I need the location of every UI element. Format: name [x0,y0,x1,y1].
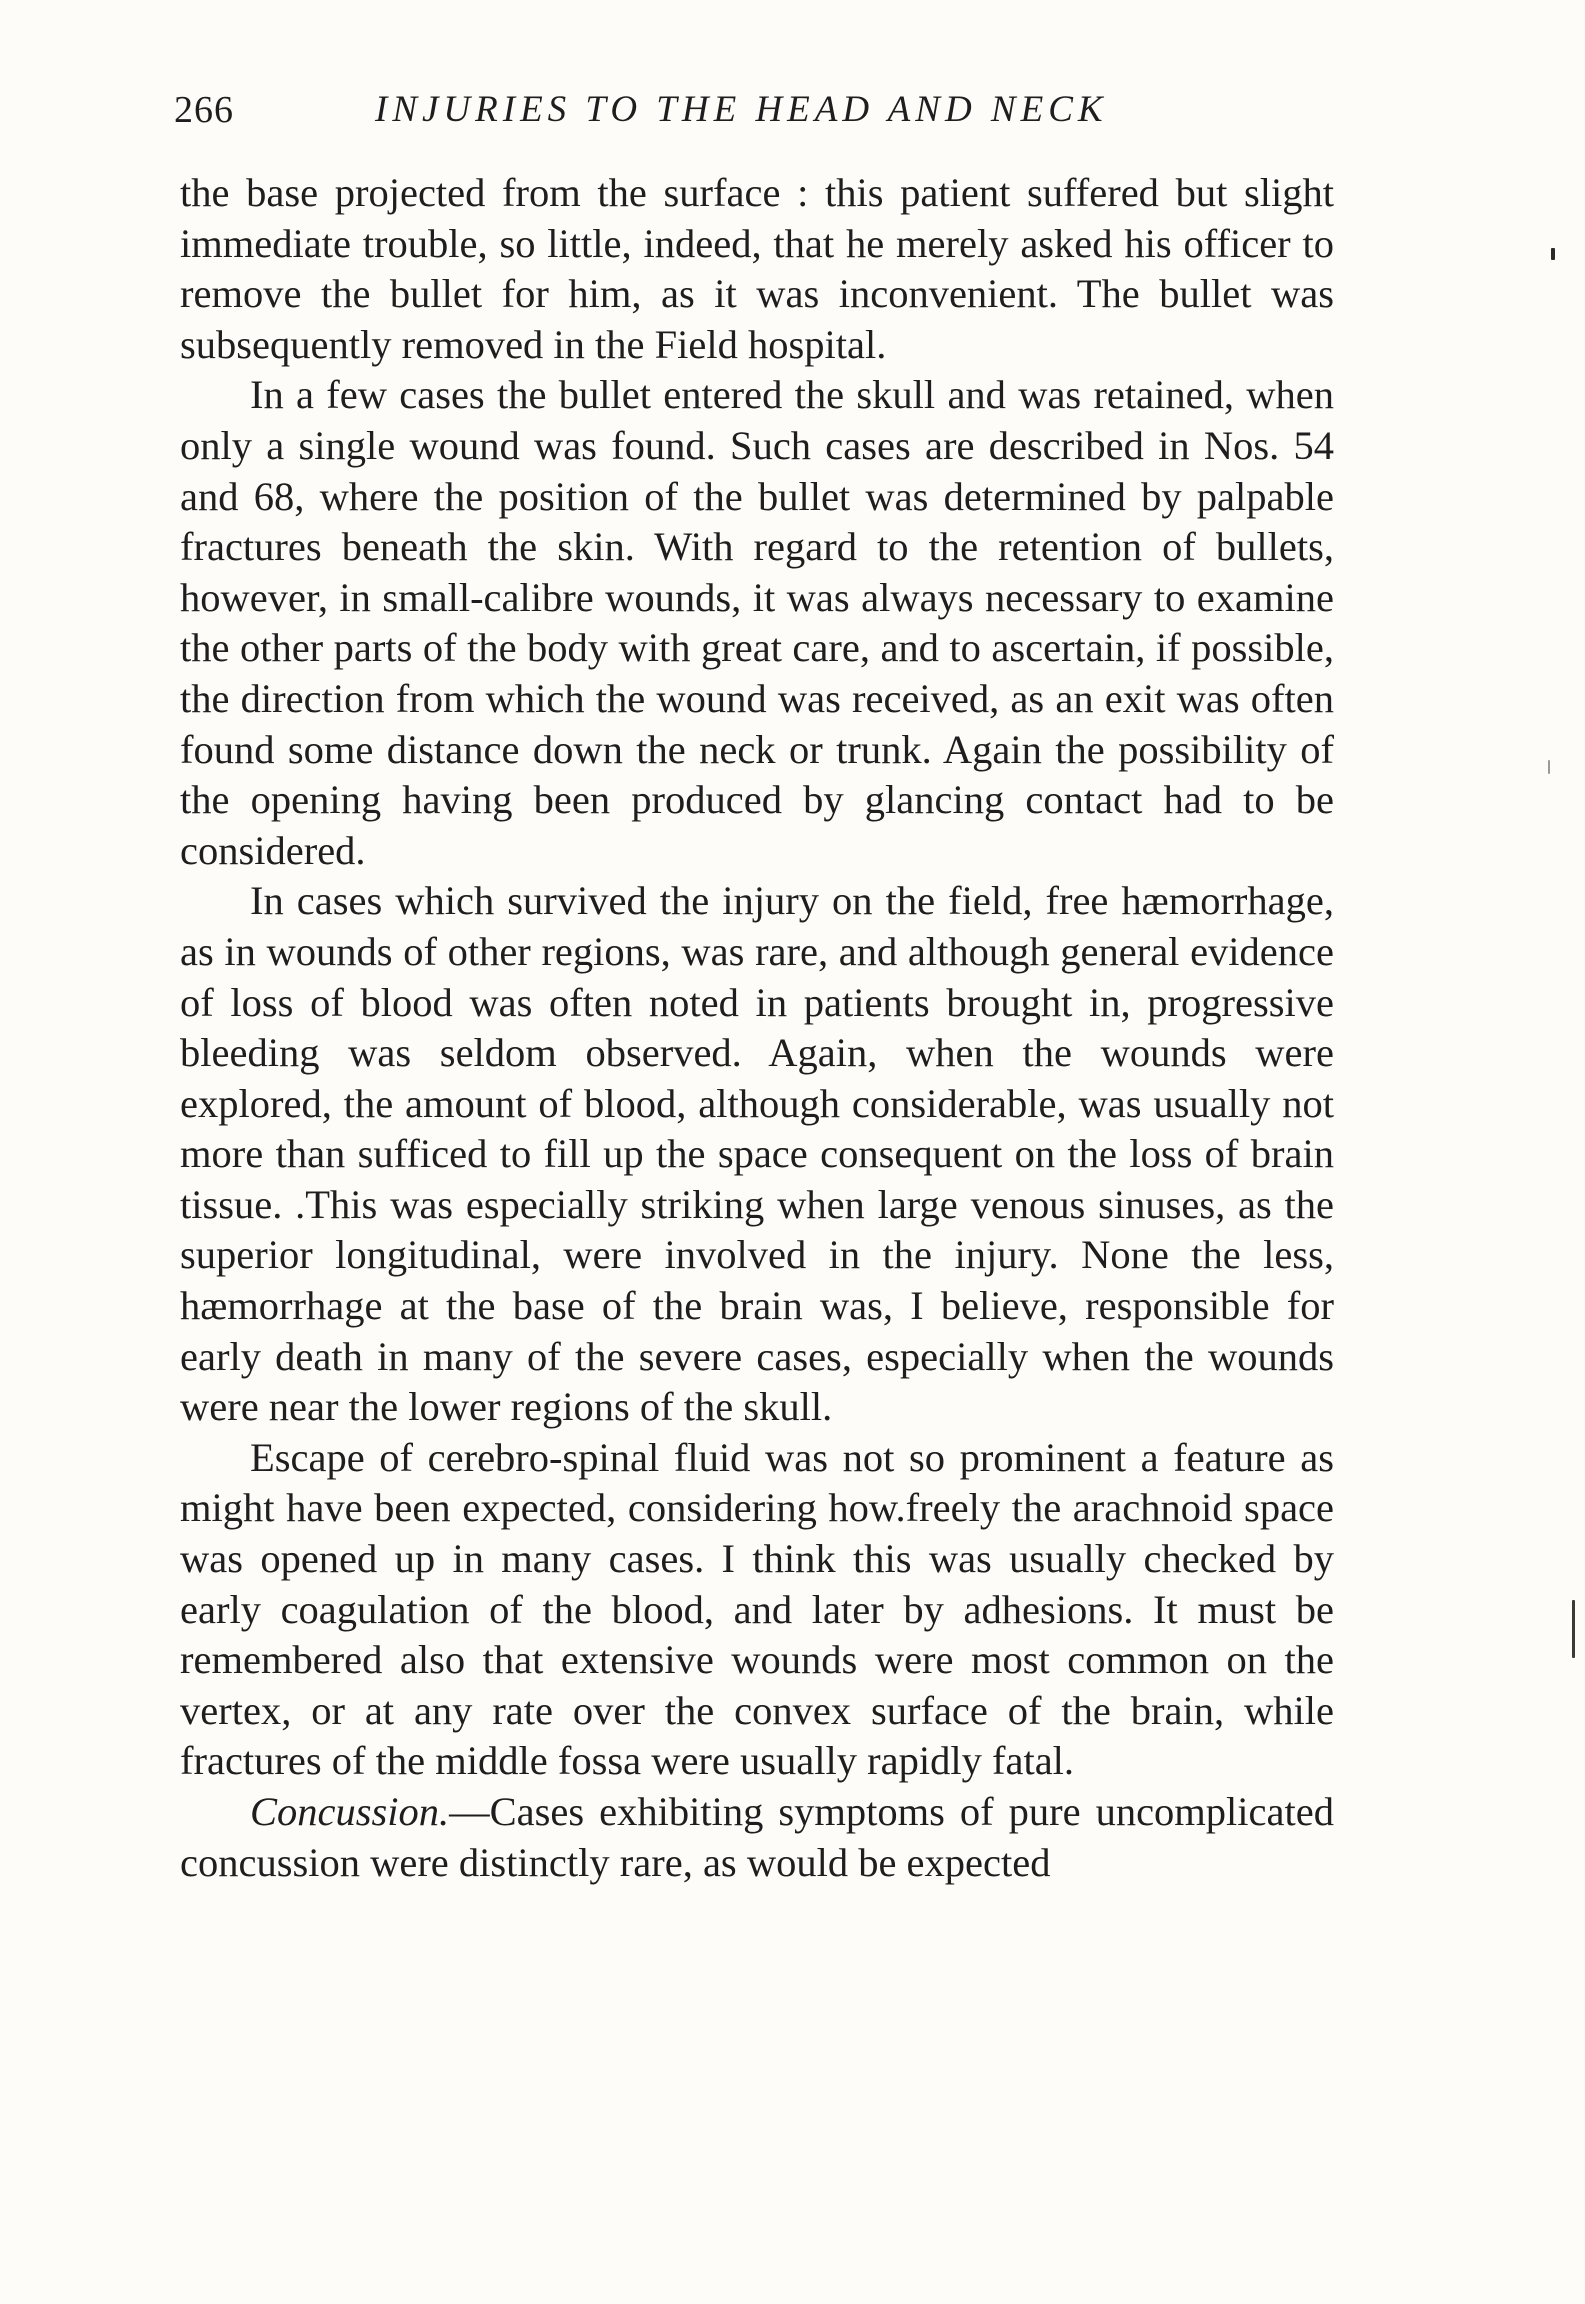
margin-mark [1548,760,1550,774]
paragraph-text: —Cases exhibiting symptoms of pure uncomplicated concussion were distinctly rare, as would be expected [180,1789,1334,1885]
margin-mark [1551,248,1555,260]
paragraph-text: the base projected from the surface : this patient suffered but slight immediate trouble, so little, indeed, that he merely asked his officer to remove the bullet for him, as it was inconvenient. The bullet was subsequently removed in the Field hospital. [180,170,1334,367]
paragraph-retained-bullets [180,370,1334,876]
paragraph-cerebro-spinal-fluid [180,1433,1334,1787]
paragraph-haemorrhage [180,876,1334,1433]
paragraph-text: In a few cases the bullet entered the skull and was retained, when only a single wound was found. Such cases are described in Nos. 54 and 68, where the position of the bullet was determined by palpable fractures beneath the skin. With regard to the retention of bullets, however, in small-calibre wounds, it was always necessary to examine the other parts of the body with great care, and to ascertain, if possible, the direction from which the wound was received, as an exit was often found some distance down the neck or trunk. Again the possibility of the opening having been produced by glancing contact had to be considered. [180,372,1334,873]
paragraph-concussion [180,1787,1334,1888]
running-title: INJURIES TO THE HEAD AND NECK [375,89,1108,130]
margin-mark [1572,1600,1575,1658]
page-header [0,88,1585,138]
body-text [180,168,1334,1888]
paragraph-continuation [180,168,1334,370]
paragraph-text: In cases which survived the injury on the field, free hæmorrhage, as in wounds of other regions, was rare, and although general evidence of loss of blood was often noted in patients brought in, progressive bleeding was seldom observed. Again, when the wounds were explored, the amount of blood, although considerable, was usually not more than sufficed to fill up the space consequent on the loss of brain tissue. .This was especially striking when large venous sinuses, as the superior longitudinal, were involved in the injury. None the less, hæmorrhage at the base of the brain was, I believe, responsible for early death in many of the severe cases, especially when the wounds were near the lower regions of the skull. [180,878,1334,1430]
paragraph-text: Escape of cerebro-spinal fluid was not so prominent a feature as might have been expected, considering how.freely the arachnoid space was opened up in many cases. I think this was usually checked by early coagulation of the blood, and later by adhesions. It must be remembered also that extensive wounds were most common on the vertex, or at any rate over the convex surface of the brain, while fractures of the middle fossa were usually rapidly fatal. [180,1434,1334,1784]
section-lead-in: Concussion. [250,1789,450,1834]
page-number: 266 [174,89,234,131]
